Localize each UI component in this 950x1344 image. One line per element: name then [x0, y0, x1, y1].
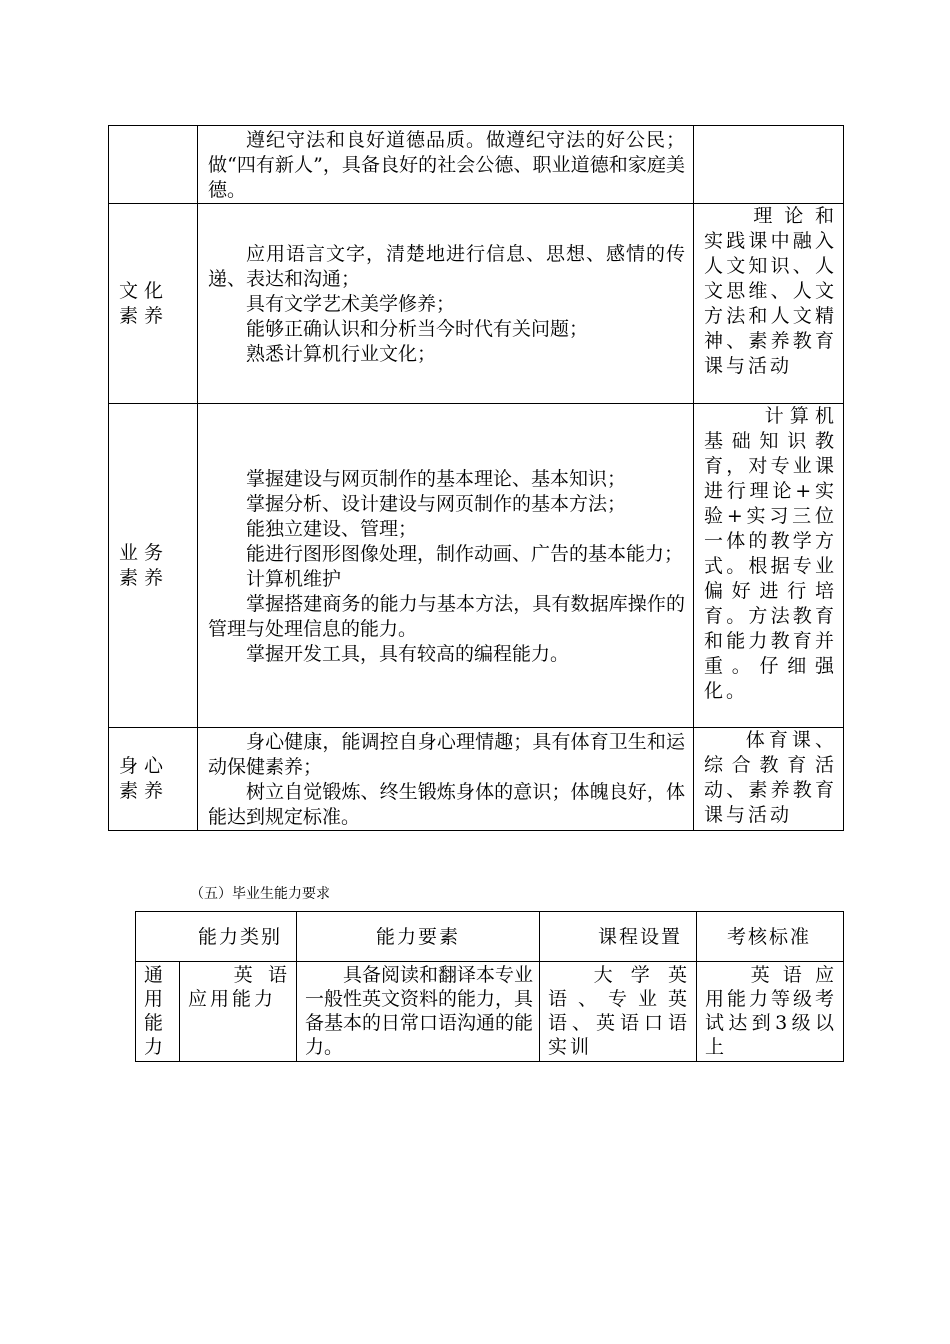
ability-table — [135, 911, 844, 1062]
description-line: 能独立建设、管理； — [246, 517, 418, 540]
description-line: 掌握开发工具，具有较高的编程能力。 — [246, 642, 570, 665]
description-line: 掌握分析、设计建设与网页制作的基本方法； — [246, 492, 627, 515]
table-row — [109, 404, 844, 728]
element-text: 具备阅读和翻译本专业一般性英文资料的能力，具备基本的日常口语沟通的能力。 — [305, 964, 534, 1058]
approach-text: 体育课、综合教育活动、素养教育课与活动 — [704, 729, 837, 826]
standard-text: 英语应用能力等级考试达到3级以上 — [705, 964, 838, 1058]
category-cell: 文化素养 — [109, 204, 198, 404]
description-line: 树立自觉锻炼、终生锻炼身体的意识；体魄良好，体能达到规定标准。 — [208, 781, 685, 828]
header-course: 课程设置 — [540, 912, 697, 962]
description-line: 具有文学艺术美学修养； — [246, 293, 456, 315]
description-line: 掌握建设与网页制作的基本理论、基本知识； — [246, 467, 627, 490]
element-cell — [297, 962, 540, 1062]
course-cell — [540, 962, 697, 1062]
description-line: 掌握搭建商务的能力与基本方法，具有数据库操作的管理与处理信息的能力。 — [208, 592, 685, 640]
table-row — [109, 728, 844, 831]
description-line: 应用语言文字，清楚地进行信息、思想、感情的传递、表达和沟通； — [208, 243, 685, 290]
description-cell — [198, 728, 694, 831]
standard-cell — [697, 962, 844, 1062]
header-element: 能力要素 — [297, 912, 540, 962]
description-line: 能够正确认识和分析当今时代有关问题； — [246, 318, 589, 340]
approach-text: 计算机基础知识教育，对专业课进行理论+实验+实习三位一体的教学方式。根据专业偏好进行培育。方法教育和能力教育并重。仔细强化。 — [704, 405, 837, 702]
approach-cell — [694, 204, 844, 404]
table-row — [109, 126, 844, 204]
group-cell: 通用能力 — [136, 962, 180, 1062]
category-cell: 身心素养 — [109, 728, 198, 831]
description-line: 身心健康，能调控自身心理情趣；具有体育卫生和运动保健素养； — [208, 731, 685, 778]
course-text: 大学英语、专业英语、英语口语实训 — [548, 964, 691, 1058]
description-line: 熟悉计算机行业文化； — [246, 343, 437, 365]
category-text: 英语应用能力 — [188, 964, 291, 1010]
category-cell — [109, 126, 198, 204]
section-title: （五）毕业生能力要求 — [190, 886, 330, 902]
description-cell — [198, 404, 694, 728]
header-standard: 考核标准 — [697, 912, 844, 962]
description-cell — [198, 126, 694, 204]
description-line: 能进行图形图像处理，制作动画、广告的基本能力； — [246, 542, 684, 565]
approach-cell — [694, 404, 844, 728]
category-cell: 业务素养 — [109, 404, 198, 728]
description-line: 遵纪守法和良好道德品质。做遵纪守法的好公民；做“四有新人”，具备良好的社会公德、职业道德和家庭美德。 — [208, 129, 685, 201]
table-row — [109, 204, 844, 404]
approach-cell — [694, 728, 844, 831]
table-header-row — [136, 912, 844, 962]
header-category: 能力类别 — [136, 912, 297, 962]
approach-cell — [694, 126, 844, 204]
quality-table — [108, 125, 844, 831]
description-cell — [198, 204, 694, 404]
table-row — [136, 962, 844, 1062]
description-line: 计算机维护 — [246, 567, 342, 590]
category-cell — [180, 962, 297, 1062]
approach-text: 理论和实践课中融入人文知识、人文思维、人文方法和人文精神、素养教育课与活动 — [704, 205, 837, 377]
